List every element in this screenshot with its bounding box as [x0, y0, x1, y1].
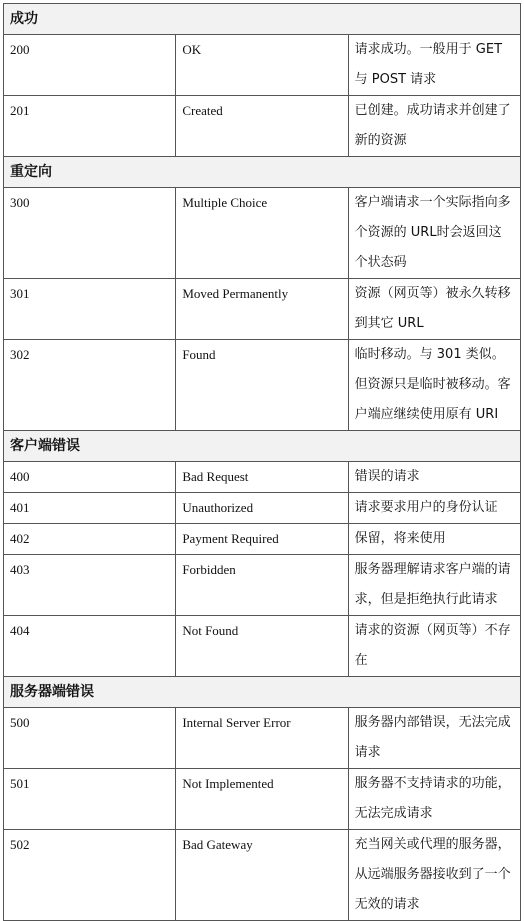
status-name: Multiple Choice: [176, 188, 348, 279]
status-description: 保留，将来使用: [348, 524, 520, 555]
section-title: 重定向: [4, 157, 521, 188]
status-code: 404: [4, 616, 176, 677]
status-description: 临时移动。与 301 类似。但资源只是临时被移动。客户端应继续使用原有 URI: [348, 340, 520, 431]
status-description: 服务器不支持请求的功能，无法完成请求: [348, 769, 520, 830]
status-code: 402: [4, 524, 176, 555]
table-row: [4, 96, 521, 157]
status-code: 201: [4, 96, 176, 157]
status-name: Not Found: [176, 616, 348, 677]
status-description: 服务器内部错误，无法完成请求: [348, 708, 520, 769]
status-description: 已创建。成功请求并创建了新的资源: [348, 96, 520, 157]
status-name: Bad Request: [176, 462, 348, 493]
status-name: Not Implemented: [176, 769, 348, 830]
status-description: 服务器理解请求客户端的请求，但是拒绝执行此请求: [348, 555, 520, 616]
status-name: Internal Server Error: [176, 708, 348, 769]
status-description: 客户端请求一个实际指向多个资源的 URL时会返回这个状态码: [348, 188, 520, 279]
table-row: [4, 340, 521, 431]
section-title: 服务器端错误: [4, 677, 521, 708]
status-code: 301: [4, 279, 176, 340]
section-title: 客户端错误: [4, 431, 521, 462]
status-code: 501: [4, 769, 176, 830]
section-header-success: [4, 4, 521, 35]
table-row: [4, 493, 521, 524]
status-name: Bad Gateway: [176, 830, 348, 921]
table-row: [4, 616, 521, 677]
table-row: [4, 524, 521, 555]
status-description: 请求的资源（网页等）不存在: [348, 616, 520, 677]
status-name: Found: [176, 340, 348, 431]
status-description: 请求要求用户的身份认证: [348, 493, 520, 524]
status-name: OK: [176, 35, 348, 96]
status-code: 302: [4, 340, 176, 431]
status-code: 502: [4, 830, 176, 921]
table-row: [4, 462, 521, 493]
status-code: 400: [4, 462, 176, 493]
status-name: Forbidden: [176, 555, 348, 616]
status-code: 300: [4, 188, 176, 279]
table-row: [4, 769, 521, 830]
section-title: 成功: [4, 4, 521, 35]
status-code: 401: [4, 493, 176, 524]
table-row: [4, 830, 521, 921]
status-name: Payment Required: [176, 524, 348, 555]
table-row: [4, 35, 521, 96]
status-name: Moved Permanently: [176, 279, 348, 340]
section-header-redirect: [4, 157, 521, 188]
section-header-client-error: [4, 431, 521, 462]
status-name: Unauthorized: [176, 493, 348, 524]
status-description: 请求成功。一般用于 GET 与 POST 请求: [348, 35, 520, 96]
status-code: 403: [4, 555, 176, 616]
status-code: 200: [4, 35, 176, 96]
status-description: 错误的请求: [348, 462, 520, 493]
status-name: Created: [176, 96, 348, 157]
status-code: 500: [4, 708, 176, 769]
status-description: 充当网关或代理的服务器，从远端服务器接收到了一个无效的请求: [348, 830, 520, 921]
status-description: 资源（网页等）被永久转移到其它 URL: [348, 279, 520, 340]
section-header-server-error: [4, 677, 521, 708]
table-row: [4, 555, 521, 616]
table-row: [4, 188, 521, 279]
table-row: [4, 279, 521, 340]
table-row: [4, 708, 521, 769]
http-status-table: [3, 3, 521, 921]
